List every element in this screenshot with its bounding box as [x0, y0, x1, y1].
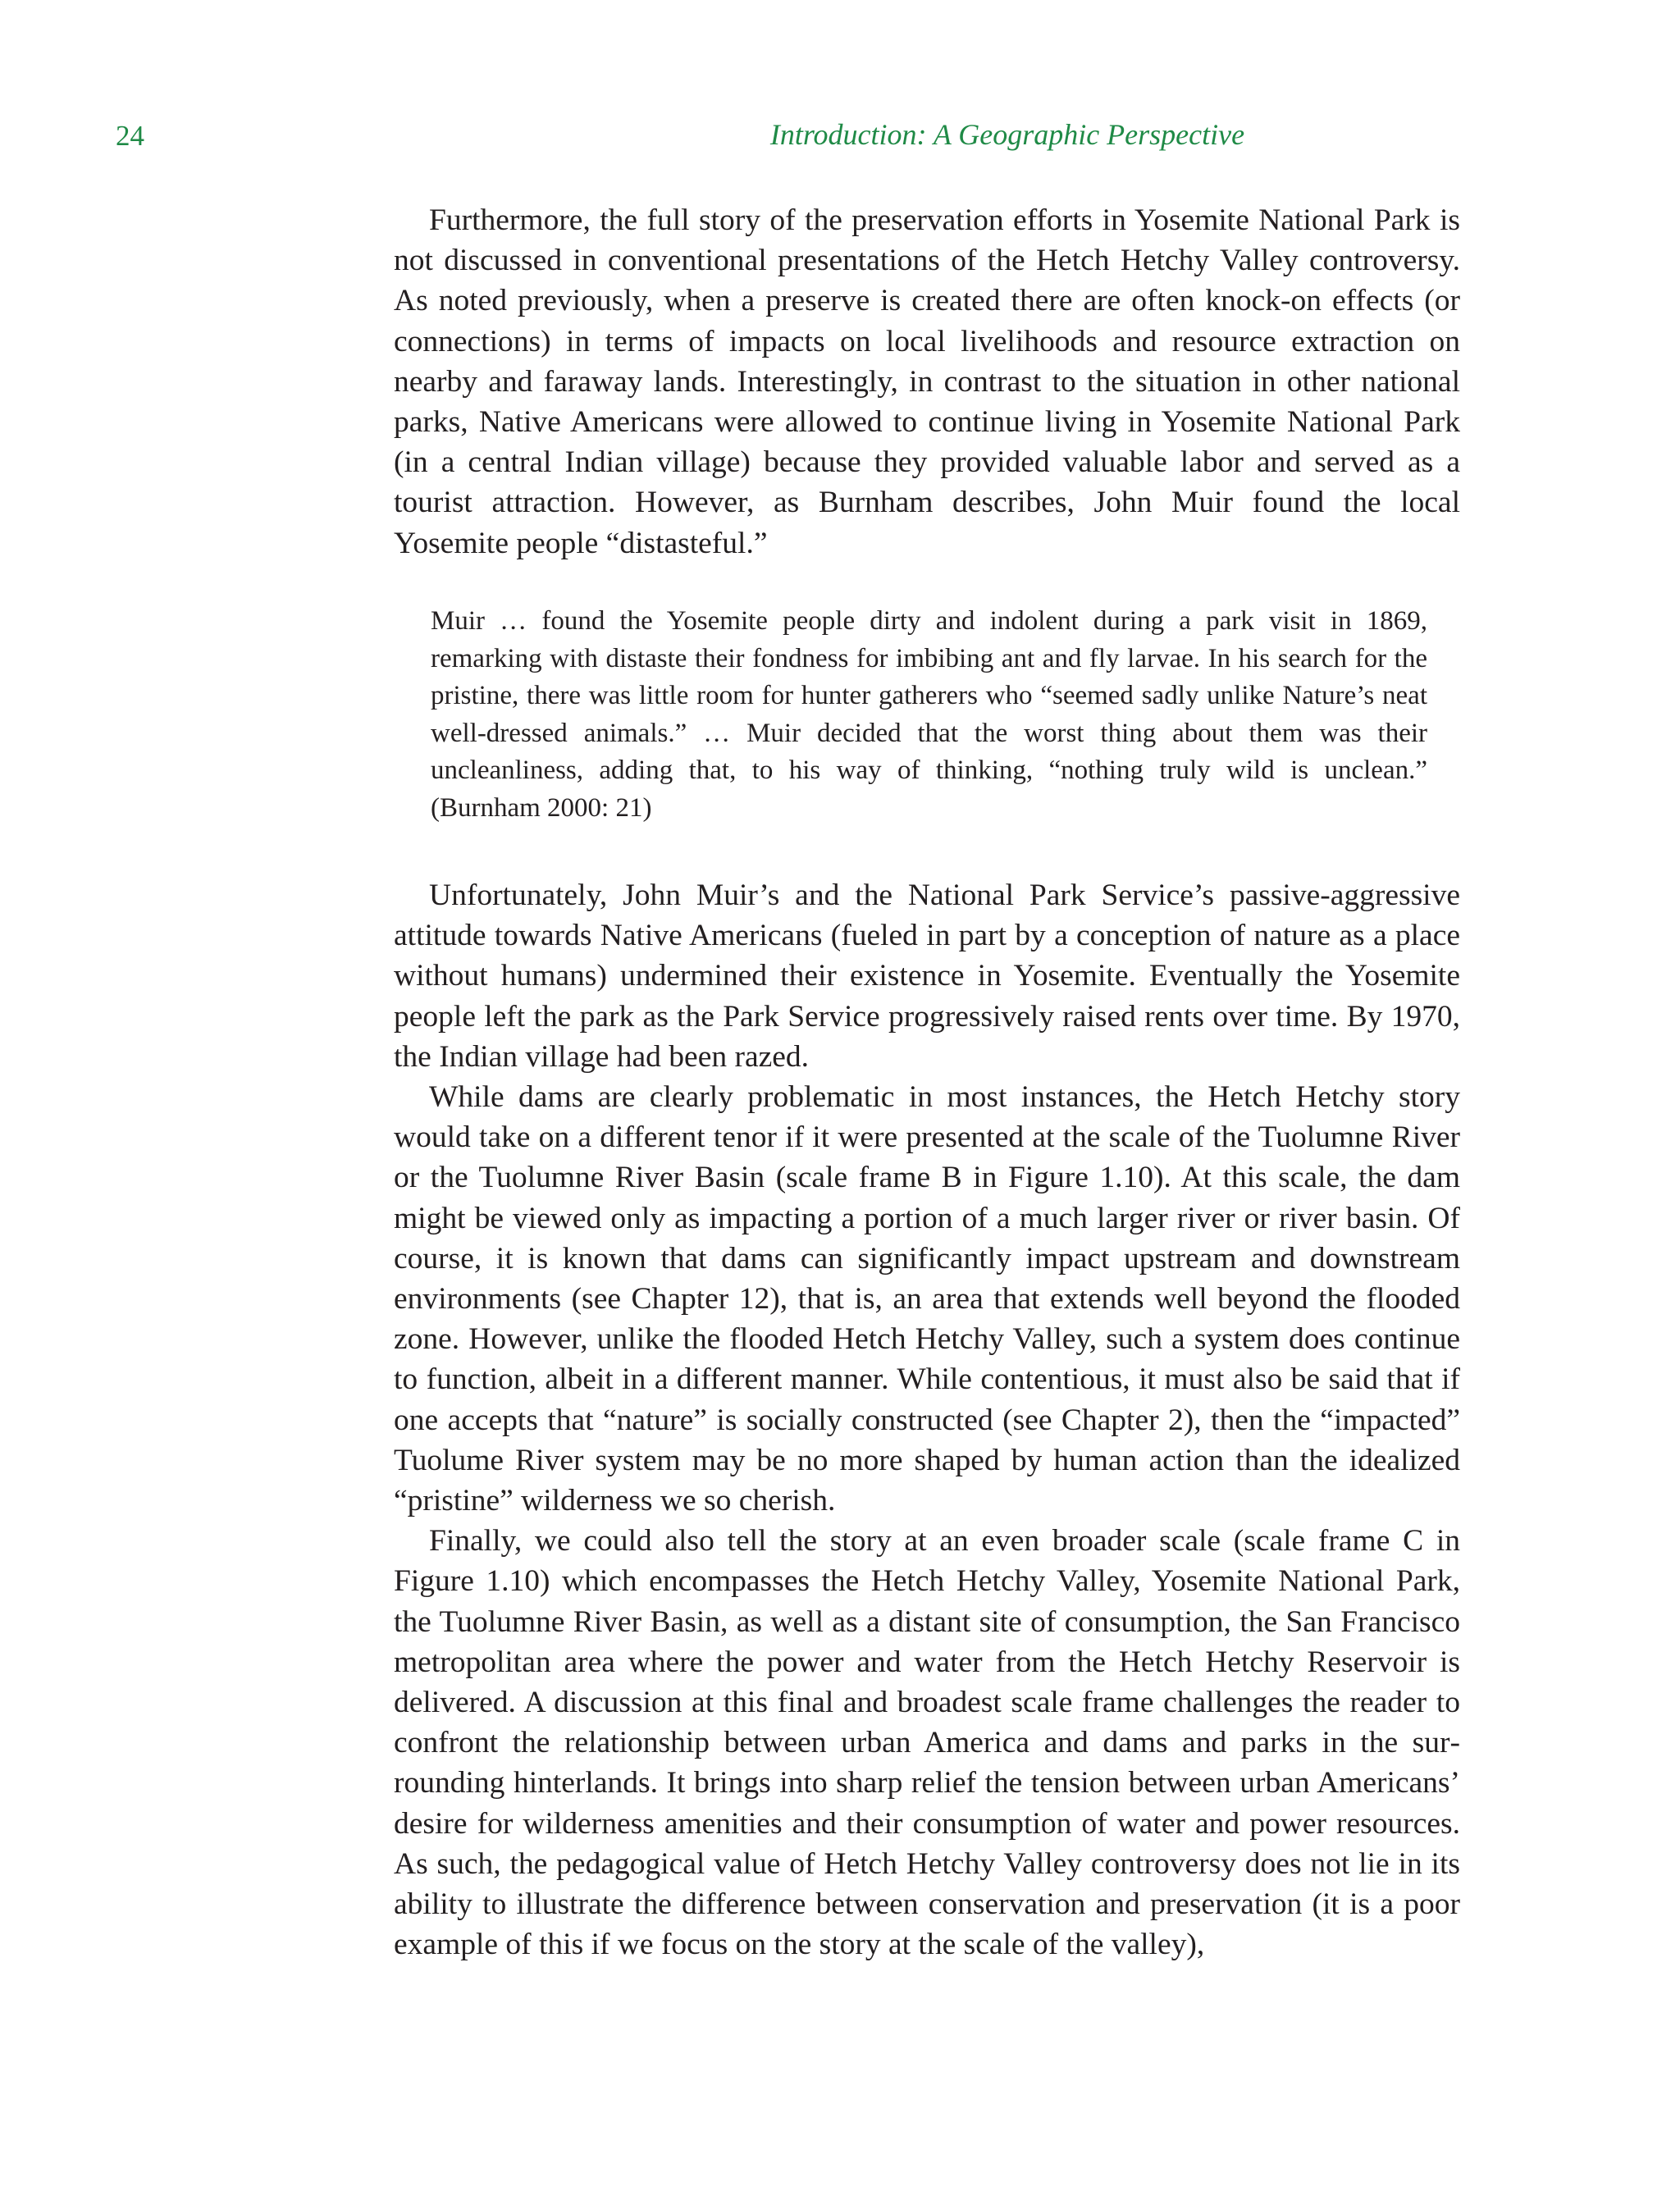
- body-paragraph-2: Unfortunately, John Muir’s and the National Park Service’s passive-aggressive attitude towards Native Americans (fueled in part by a conception of nature as a place without humans) undermined their existence in Yosemite. Eventually the Yosemite people left the park as the Park Service progressively raised rents over time. By 1970, the Indian village had been razed.: [394, 879, 1460, 1074]
- body-paragraph-4: Finally, we could also tell the story at an even broader scale (scale frame C in Figure 1.10) which encompasses the Hetch Hetchy Valley, Yosemite National Park, the Tuolumne River Basin, as well as a distant site of consumption, the San Francisco metropolitan area where the power and water from the Hetch Hetchy Reservoir is delivered. A discussion at this final and broadest scale frame challenges the reader to confront the relationship between urban America and dams and parks in the surrounding hinterlands. It brings into sharp relief the tension between urban Americans’ desire for wilderness amenities and their consumption of water and power resources. As such, the pedagogical value of Hetch Hetchy Valley controversy does not lie in its ability to illustrate the difference between conservation and preservation (it is a poor example of this if we focus on the story at the scale of the valley),: [394, 1524, 1460, 1962]
- page-number: 24: [116, 120, 144, 152]
- body-paragraph-3: While dams are clearly problematic in most instances, the Hetch Hetchy story would take on a different tenor if it were presented at the scale of the Tuolumne River or the Tuolumne River Basin (scale frame B in Figure 1.10). At this scale, the dam might be viewed only as impacting a portion of a much larger river or river basin. Of course, it is known that dams can significantly impact upstream and downstream environments (see Chapter 12), that is, an area that extends well beyond the flooded zone. However, unlike the flooded Hetch Hetchy Valley, such a system does continue to function, albeit in a different manner. While contentious, it must also be said that if one accepts that “nature” is socially constructed (see Chapter 2), then the “impacted” Tuolume River system may be no more shaped by human action than the idealized “pristine” wilderness we so cherish.: [394, 1080, 1460, 1518]
- block-quote: Muir … found the Yosemite people dirty and indolent during a park visit in 1869, remarking with distaste their fondness for imbibing ant and fly larvae. In his search for the pristine, there was little room for hunter gatherers who “seemed sadly unlike Nature’s neat well-dressed animals.” … Muir decided that the worst thing about them was their uncleanliness, adding that, to his way of thinking, “nothing truly wild is unclean.” (Burnham 2000: 21): [431, 606, 1427, 823]
- running-head: Introduction: A Geographic Perspective: [769, 118, 1245, 151]
- body-text-bottom: [394, 875, 1460, 1965]
- body-text-top: [394, 200, 1460, 564]
- body-paragraph-1: Furthermore, the full story of the preservation efforts in Yosemite National Park is not discussed in conventional presentations of the Hetch Hetchy Valley controversy. As noted previously, when a preserve is created there are often knock-on effects (or connections) in terms of impacts on local livelihoods and resource extraction on nearby and faraway lands. Interestingly, in contrast to the situation in other national parks, Native Americans were allowed to continue living in Yosemite National Park (in a central Indian village) because they provided valuable labor and served as a tourist attraction. However, as Burnham describes, John Muir found the local Yosemite people “distasteful.”: [394, 203, 1460, 560]
